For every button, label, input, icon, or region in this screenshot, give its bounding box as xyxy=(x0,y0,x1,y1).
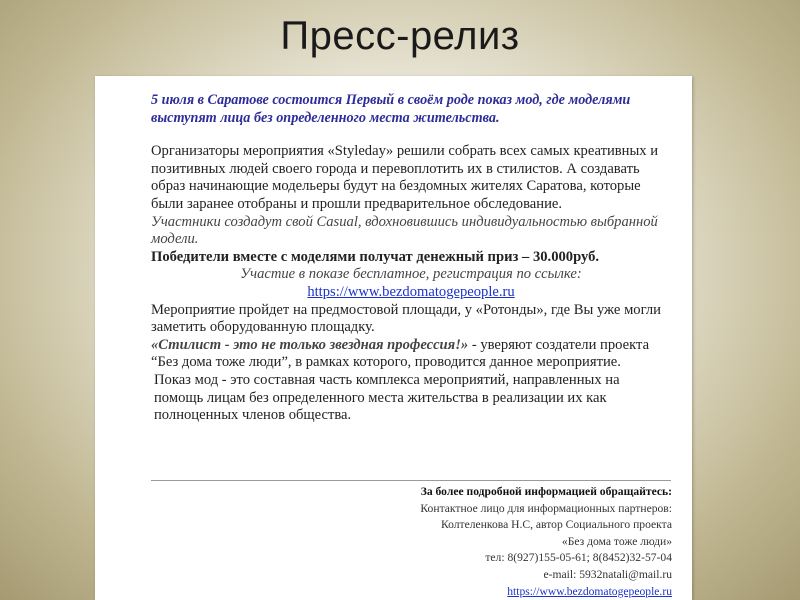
contact-block xyxy=(252,484,672,600)
contact-line-3: «Без дома тоже люди» xyxy=(561,534,672,548)
paragraph-location: Мероприятие пройдет на предмостовой площади, у «Ротонды», где Вы уже могли заметить оборудованную площадку. xyxy=(151,301,661,336)
paragraph-registration: Участие в показе бесплатное, регистрация по ссылке: xyxy=(240,266,582,283)
contact-email: e-mail: 5932natali@mail.ru xyxy=(543,567,672,581)
contact-line-2: Колтеленкова Н.С, автор Социального проекта xyxy=(440,518,672,532)
divider xyxy=(151,480,671,481)
contact-line-1: Контактное лицо для информационных партнеров: xyxy=(420,501,672,515)
quote-text: «Стилист - это не только звездная профессия!» xyxy=(151,336,469,353)
paragraph-prize: Победители вместе с моделями получат денежный приз – 30.000руб. xyxy=(151,248,600,265)
quote-rest: - уверяют создатели проекта “Без дома тоже люди”, в рамках которого, проводится данное мероприятие. xyxy=(151,336,650,371)
paragraph-organizers: Организаторы мероприятия «Styleday» решили собрать всех самых креативных и позитивных людей своего города и перевоплотить их в стилистов. А создавать образ начинающие модельеры будут на бездомных жителях Саратова, которые были заранее отобраны и прошли предварительное обследование. xyxy=(151,143,659,212)
paragraph-quote xyxy=(151,337,671,372)
contact-phone: тел: 8(927)155-05-61; 8(8452)32-57-04 xyxy=(485,551,672,565)
document-body xyxy=(151,92,671,425)
slide-title: Пресс-релиз xyxy=(280,14,520,58)
contact-link[interactable]: https://www.bezdomatogepeople.ru xyxy=(507,584,672,598)
lead-paragraph: 5 июля в Саратове состоится Первый в своём роде показ мод, где моделями выступят лица без определенного места жительства. xyxy=(151,92,631,126)
contact-heading: За более подробной информацией обращайтесь: xyxy=(420,485,672,498)
paragraph-summary: Показ мод - это составная часть комплекса мероприятий, направленных на помощь лицам без определенного места жительства в реализации их как полноценных членов общества. xyxy=(154,371,620,424)
registration-link[interactable]: https://www.bezdomatogepeople.ru xyxy=(307,283,515,300)
paragraph-participants: Участники создадут свой Casual, вдохновившись индивидуальностью выбранной модели. xyxy=(151,213,658,248)
press-release-document xyxy=(95,76,692,600)
